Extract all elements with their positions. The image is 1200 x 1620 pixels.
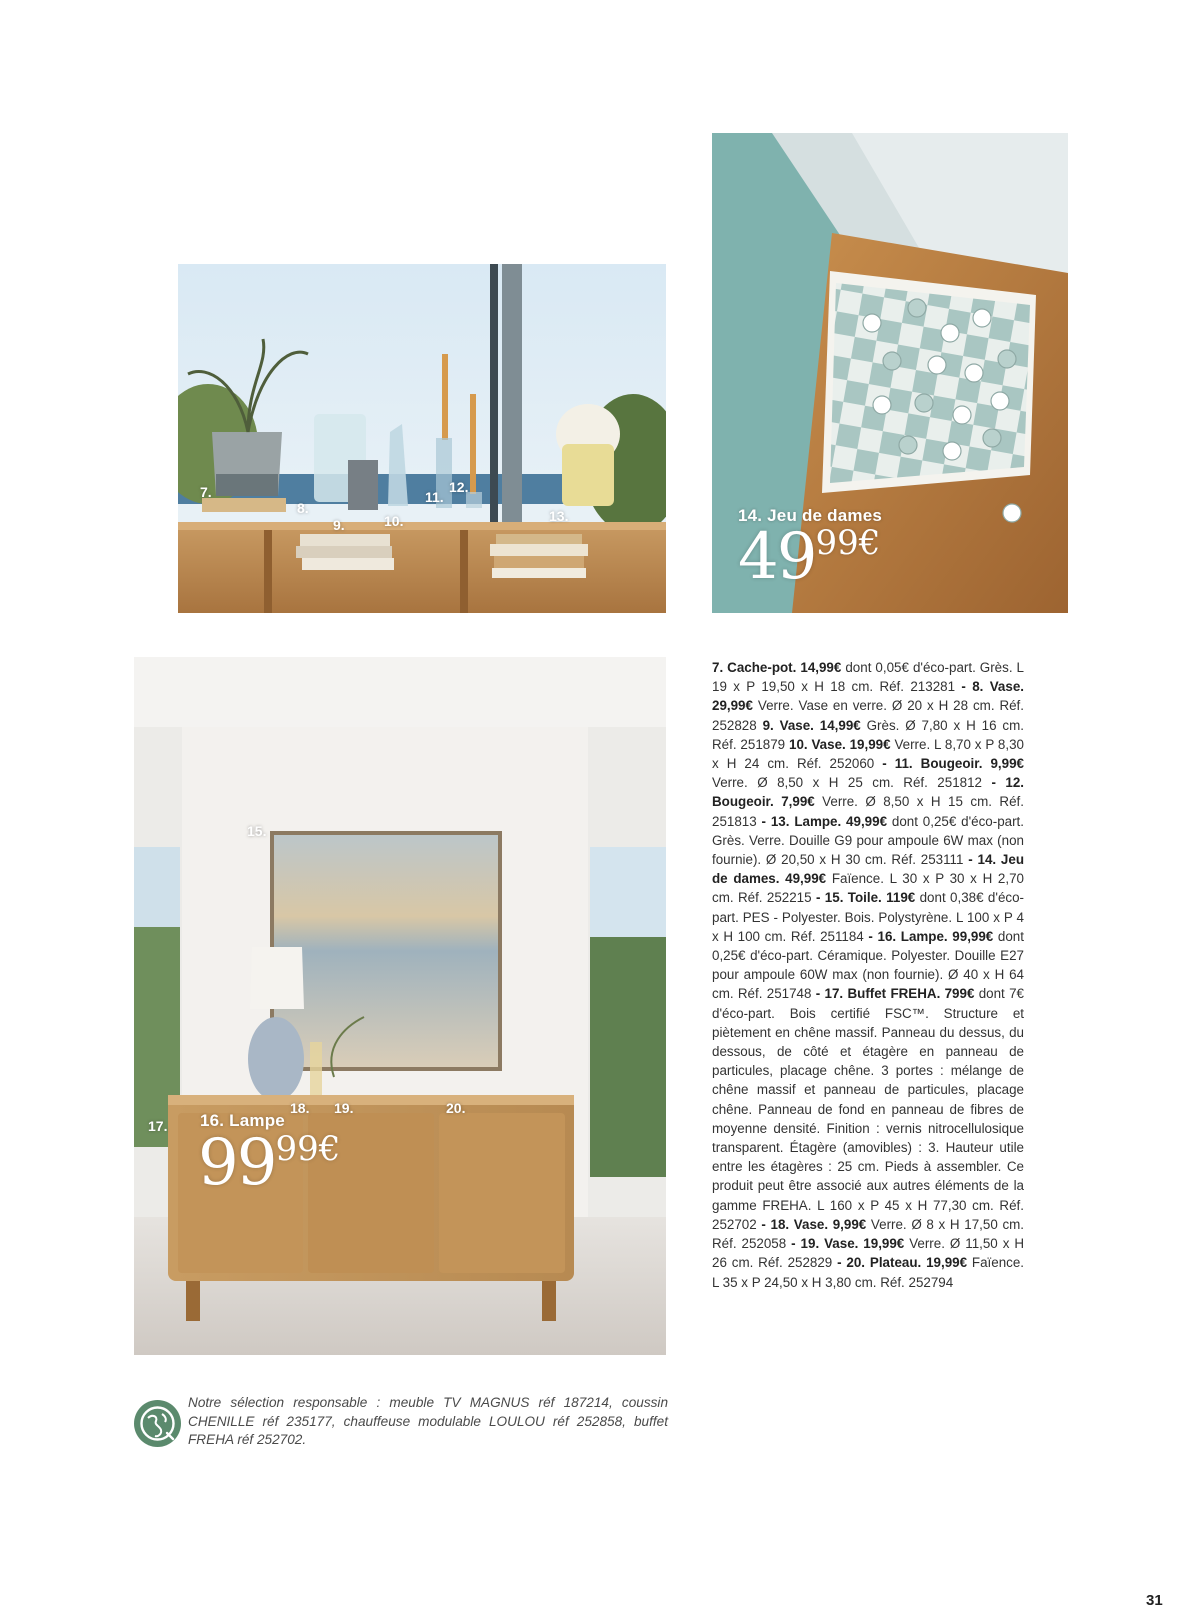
description-item-details: Verre. Vase en verre. Ø 20 x H 28 cm. Réf. 252828 <box>712 698 1024 733</box>
description-item-title: 9. Vase. 14,99€ <box>762 717 861 733</box>
description-item-title: 7. Cache-pot. 14,99€ <box>712 660 842 675</box>
checker-piece <box>908 299 926 317</box>
label-9: 9. <box>333 517 345 533</box>
description-item-details: Verre. Ø 8 x H 17,50 cm. Réf. 252058 <box>712 1216 1025 1252</box>
description-item-details: dont 0,25€ d'éco-part. Grès. Verre. Douille G9 pour ampoule 6W max (non fournie). Ø 20,50 x H 30 cm. Réf. 253111 <box>712 813 1024 868</box>
description-item-details: Faïence. L 30 x P 30 x H 2,70 cm. Réf. 252215 <box>712 871 1024 906</box>
checkers-price-decimal: 99€ <box>815 523 881 563</box>
description-item-title: - 20. Plateau. 19,99€ <box>837 1255 968 1271</box>
shelf-photo <box>178 264 666 613</box>
description-item-title: - 14. Jeu de dames. 49,99€ <box>712 852 1024 887</box>
checker-piece <box>943 442 961 460</box>
description-item-details: Verre. Ø 11,50 x H 26 cm. Réf. 252829 <box>712 1236 1025 1271</box>
description-item-title: - 18. Vase. 9,99€ <box>761 1216 867 1232</box>
description-item-title: - 15. Toile. 119€ <box>815 890 916 906</box>
description-item-details: Verre. Ø 8,50 x H 25 cm. Réf. 251812 <box>712 775 992 791</box>
description-item-details: dont 0,25€ d'éco-part. Céramique. Polyester. Douille E27 pour ampoule 60W max (non fournie). Ø 40 x H 64 cm. Réf. 251748 <box>712 928 1024 1002</box>
description-item-title: - 11. Bougeoir. 9,99€ <box>882 756 1024 772</box>
label-7: 7. <box>200 484 212 500</box>
label-18: 18. <box>290 1100 310 1116</box>
description-item-details: Grès. Ø 7,80 x H 16 cm. Réf. 251879 <box>712 717 1024 752</box>
description-item-details: dont 7€ d'éco-part. Bois certifié FSC™. Structure et piètement en chêne massif. Panneau du dessus, du dessous, de côté et étagère en panneau de particules, placage chêne. 3 portes : mélange de chêne massif et panneau de particules, placage chêne. Panneau de fond en panneau de fibres de moyenne densité. Finition : vernis nitrocellulosique transparent. Étagère (amovibles) : 3. Hauteur utile entre les étagères : 25 cm. Pieds à assembler. Ce produit peut être associé aux autres éléments de la gamme FREHA. L 160 x P 45 x H 77,30 cm. Réf. 252702 <box>712 986 1024 1232</box>
label-15: 15. <box>247 823 267 839</box>
checker-piece <box>973 309 991 327</box>
checker-piece <box>953 406 971 424</box>
label-19: 19. <box>334 1100 354 1116</box>
description-item-title: - 17. Buffet FREHA. 799€ <box>815 986 975 1002</box>
label-12: 12. <box>449 479 469 495</box>
lamp-price-decimal: 99€ <box>275 1129 341 1169</box>
label-10: 10. <box>384 513 404 529</box>
checker-piece <box>915 394 933 412</box>
lamp-price-integer: 99 <box>198 1126 276 1200</box>
checker-piece <box>863 314 881 332</box>
description-item-title: 10. Vase. 19,99€ <box>789 736 891 752</box>
lamp-label: 16. Lampe <box>200 1111 285 1130</box>
checker-piece <box>941 324 959 342</box>
eco-selection-note: Notre sélection responsable : meuble TV MAGNUS réf 187214, coussin CHENILLE réf 235177, chauffeuse modulable LOULOU réf 252858, buffet FREHA réf 252702. <box>188 1395 668 1447</box>
description-item-details: dont 0,38€ d'éco-part. PES - Polyester. Bois. Polystyrène. L 100 x P 4 x H 100 cm. Réf. 251184 <box>712 890 1024 944</box>
description-item-details: Faïence. L 35 x P 24,50 x H 3,80 cm. Réf. 252794 <box>712 1255 1025 1290</box>
product-description <box>712 658 1024 1292</box>
lamp-price <box>198 1126 340 1200</box>
checker-piece <box>965 364 983 382</box>
label-11: 11. <box>425 489 444 505</box>
checkers-price <box>738 520 880 594</box>
checkers-price-integer: 49 <box>738 520 816 594</box>
checker-piece <box>873 396 891 414</box>
description-item-title: - 13. Lampe. 49,99€ <box>761 813 888 829</box>
label-20: 20. <box>446 1100 466 1116</box>
checker-piece <box>998 350 1016 368</box>
checker-piece <box>991 392 1009 410</box>
checker-piece <box>883 352 901 370</box>
description-item-title: - 19. Vase. 19,99€ <box>791 1236 905 1252</box>
checker-piece <box>1003 504 1021 522</box>
description-item-title: - 16. Lampe. 99,99€ <box>868 928 994 944</box>
label-8: 8. <box>297 500 309 516</box>
description-item-details: Verre. Ø 8,50 x H 15 cm. Réf. 251813 <box>712 794 1024 829</box>
label-17: 17. <box>148 1118 168 1134</box>
checker-piece <box>983 429 1001 447</box>
description-item-title: - 8. Vase. 29,99€ <box>712 679 1024 714</box>
checker-piece <box>928 356 946 374</box>
checkers-label: 14. Jeu de dames <box>738 506 882 525</box>
checker-piece <box>899 436 917 454</box>
label-13: 13. <box>549 508 569 524</box>
description-item-details: dont 0,05€ d'éco-part. Grès. L 19 x P 19,50 x H 18 cm. Réf. 213281 <box>712 660 1024 695</box>
description-item-title: - 12. Bougeoir. 7,99€ <box>712 775 1024 810</box>
page-number: 31 <box>1146 1592 1163 1609</box>
buffet-photo <box>134 657 666 1355</box>
eco-responsible-icon <box>134 1400 181 1447</box>
description-item-details: Verre. L 8,70 x P 8,30 x H 24 cm. Réf. 252060 <box>712 736 1024 772</box>
